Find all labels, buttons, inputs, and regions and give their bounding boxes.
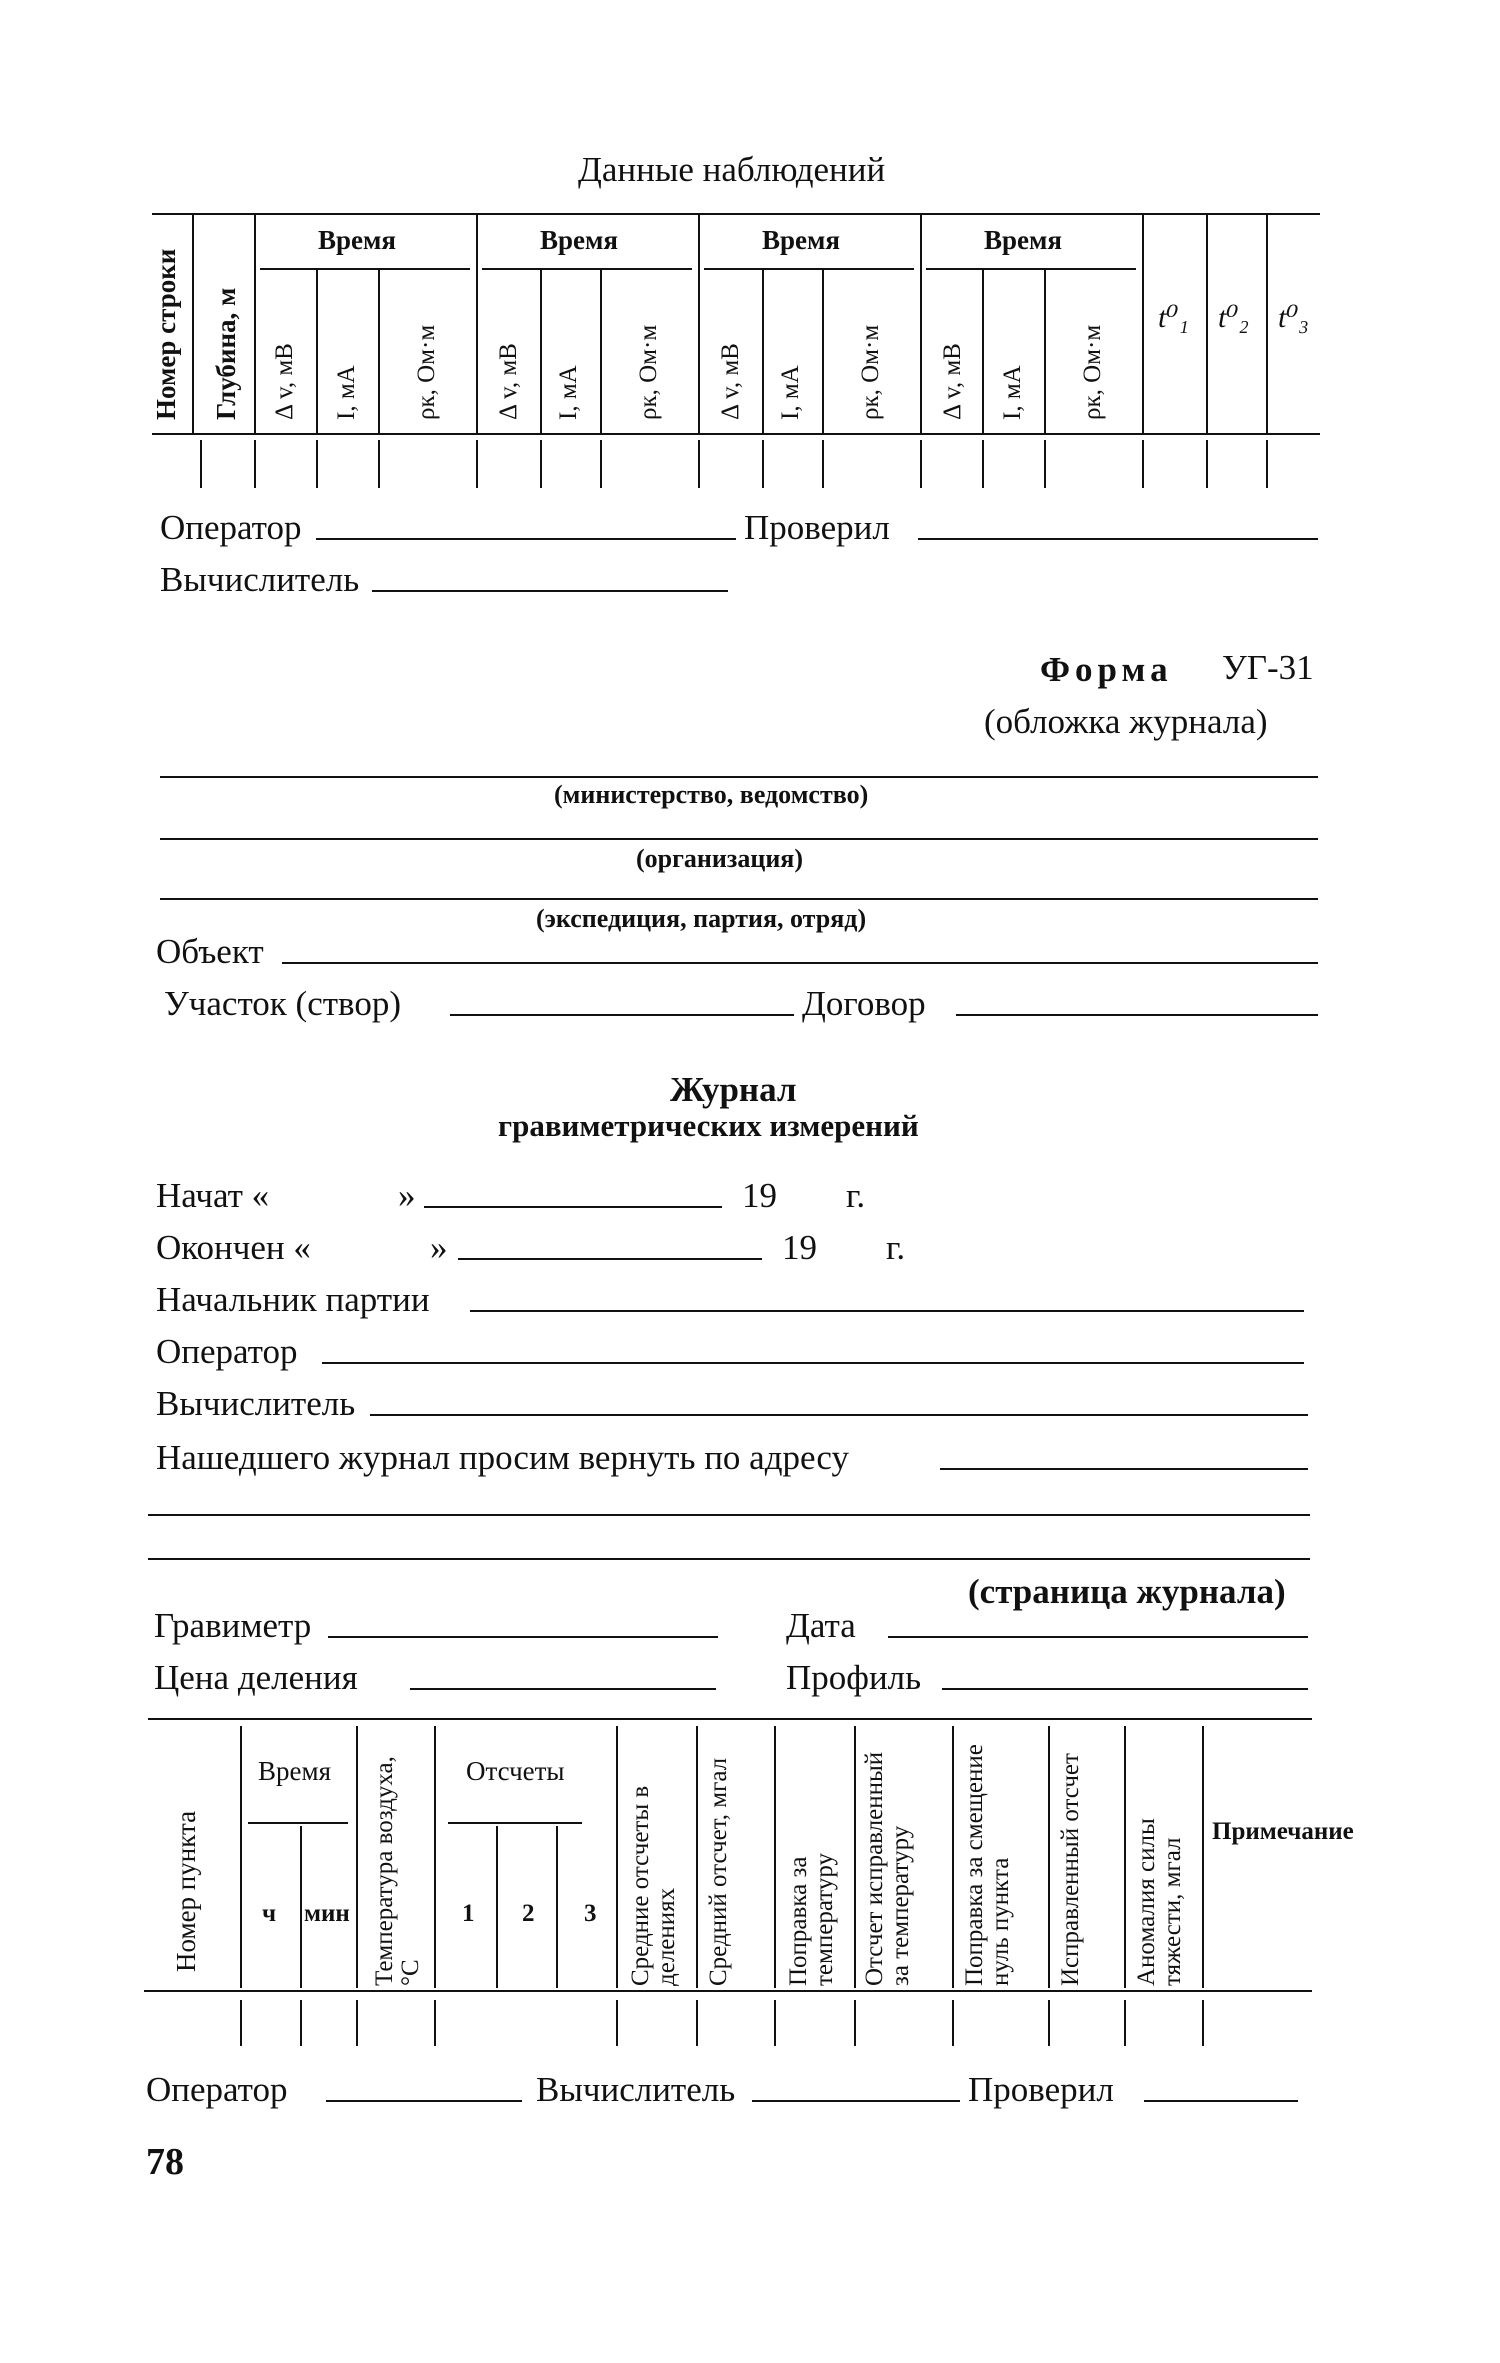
return-field[interactable] bbox=[940, 1468, 1308, 1470]
col-reading-1-header: 1 bbox=[462, 1900, 475, 1927]
col-hour-header: ч bbox=[262, 1900, 277, 1927]
t3-header: t⁰₃ bbox=[1278, 301, 1309, 334]
contract-label: Договор bbox=[802, 984, 926, 1023]
organization-caption: (организация) bbox=[636, 844, 804, 873]
journal-title: Журнал bbox=[670, 1070, 797, 1109]
obs-table-top-rule bbox=[152, 213, 1320, 215]
col-mean-text: Средний отсчет, мгал bbox=[705, 1757, 732, 1986]
obs-checked-label: Проверил bbox=[744, 508, 890, 547]
col-tcorr-header bbox=[786, 1736, 839, 1986]
time-group-4-label: Время bbox=[984, 225, 1063, 255]
i-header-3: I, мА bbox=[777, 365, 804, 420]
cover-operator-label: Оператор bbox=[156, 1332, 298, 1371]
col-point-header: Номер пункта bbox=[171, 1810, 201, 1972]
col-mean-header bbox=[706, 1736, 732, 1986]
cover-calculator-field[interactable] bbox=[370, 1414, 1308, 1416]
started-field[interactable] bbox=[424, 1206, 722, 1208]
ended-year-suffix: г. bbox=[886, 1228, 906, 1267]
ended-label: Окончен « bbox=[156, 1228, 311, 1267]
grav-table-top-rule bbox=[148, 1718, 1312, 1720]
ministry-field[interactable] bbox=[160, 776, 1318, 778]
col-tcorrected-text: Отсчет исправленный за температуру bbox=[861, 1751, 915, 1986]
col-avg-text: Средние отсчеты в делениях bbox=[627, 1785, 681, 1986]
cover-operator-field[interactable] bbox=[322, 1362, 1304, 1364]
obs-calculator-label: Вычислитель bbox=[160, 560, 360, 599]
col-anomaly-text: Аномалия силы тяжести, мгал bbox=[1133, 1818, 1187, 1986]
obs-operator-field[interactable] bbox=[316, 538, 736, 540]
expedition-caption: (экспедиция, партия, отряд) bbox=[536, 904, 867, 933]
dv-header-1: Δ v, мВ bbox=[271, 343, 298, 420]
col-fixed-text: Исправленный отсчет bbox=[1057, 1753, 1084, 1986]
obs-time-subrule-2 bbox=[482, 268, 692, 270]
col-reading-3-header: 3 bbox=[584, 1900, 597, 1927]
organization-field[interactable] bbox=[160, 838, 1318, 840]
rho-header-2: ρк, Ом·м bbox=[635, 324, 662, 420]
chief-field[interactable] bbox=[470, 1310, 1304, 1312]
col-row-number-header: Номер строки bbox=[151, 248, 181, 420]
time-group-2-label: Время bbox=[540, 225, 619, 255]
gravimeter-field[interactable] bbox=[328, 1636, 718, 1638]
ended-close-quote: » bbox=[430, 1228, 448, 1267]
dv-header-4: Δ v, мВ bbox=[939, 343, 966, 420]
date-field[interactable] bbox=[888, 1636, 1308, 1638]
col-fixed-header bbox=[1058, 1736, 1084, 1986]
time-group-1-label: Время bbox=[318, 225, 397, 255]
ended-field[interactable] bbox=[458, 1258, 762, 1260]
ministry-caption: (министерство, ведомство) bbox=[554, 780, 869, 809]
form-code: УГ-31 bbox=[1222, 648, 1314, 687]
dv-header-3: Δ v, мВ bbox=[717, 343, 744, 420]
i-header-1: I, мА bbox=[333, 365, 360, 420]
gravimeter-label: Гравиметр bbox=[154, 1606, 312, 1645]
t2-header: t⁰₂ bbox=[1218, 301, 1249, 334]
col-min-header: мин bbox=[304, 1900, 350, 1927]
page-calculator-label: Вычислитель bbox=[536, 2070, 736, 2109]
obs-operator-label: Оператор bbox=[160, 508, 302, 547]
col-zero-text: Поправка за смещение нуль пункта bbox=[961, 1744, 1015, 1986]
col-temp-header bbox=[372, 1736, 425, 1986]
rho-header-1: ρк, Ом·м bbox=[413, 324, 440, 420]
journal-subtitle: гравиметрических измерений bbox=[498, 1108, 919, 1143]
chief-label: Начальник партии bbox=[156, 1280, 430, 1319]
grav-readings-subrule bbox=[448, 1822, 582, 1824]
observations-title: Данные наблюдений bbox=[578, 150, 886, 189]
journal-page-caption: (страница журнала) bbox=[968, 1572, 1286, 1611]
section-field[interactable] bbox=[450, 1014, 794, 1016]
col-zero-header bbox=[962, 1736, 1015, 1986]
form-label: Форма bbox=[1040, 650, 1173, 689]
obs-time-subrule-1 bbox=[260, 268, 470, 270]
address-line-1[interactable] bbox=[148, 1514, 1310, 1516]
started-year: 19 bbox=[742, 1176, 777, 1215]
rho-header-3: ρк, Ом·м bbox=[857, 324, 884, 420]
expedition-field[interactable] bbox=[160, 898, 1318, 900]
contract-field[interactable] bbox=[956, 1014, 1318, 1016]
i-header-2: I, мА bbox=[555, 365, 582, 420]
t1-header: t⁰₁ bbox=[1158, 301, 1189, 334]
col-temp-text: Температура воздуха, °С bbox=[371, 1756, 425, 1986]
grav-time-subrule bbox=[248, 1822, 348, 1824]
started-close-quote: » bbox=[398, 1176, 416, 1215]
col-readings-header: Отсчеты bbox=[466, 1756, 565, 1786]
rho-header-4: ρк, Ом·м bbox=[1079, 324, 1106, 420]
col-anomaly-header bbox=[1134, 1736, 1187, 1986]
col-time-header: Время bbox=[258, 1756, 331, 1786]
profile-label: Профиль bbox=[786, 1658, 922, 1697]
i-header-4: I, мА bbox=[999, 365, 1026, 420]
return-label: Нашедшего журнал просим вернуть по адресу bbox=[156, 1438, 849, 1477]
cover-calculator-label: Вычислитель bbox=[156, 1384, 356, 1423]
division-field[interactable] bbox=[410, 1688, 716, 1690]
address-line-2[interactable] bbox=[148, 1558, 1310, 1560]
col-tcorrected-header bbox=[862, 1736, 915, 1986]
object-field[interactable] bbox=[282, 962, 1318, 964]
page-checked-field[interactable] bbox=[1144, 2100, 1298, 2102]
ended-year: 19 bbox=[782, 1228, 817, 1267]
obs-time-subrule-4 bbox=[926, 268, 1136, 270]
grav-table-header-bottom-rule bbox=[144, 1990, 1312, 1992]
obs-calculator-field[interactable] bbox=[372, 590, 728, 592]
division-label: Цена деления bbox=[154, 1658, 358, 1697]
started-label: Начат « bbox=[156, 1176, 270, 1215]
profile-field[interactable] bbox=[942, 1688, 1308, 1690]
page-number: 78 bbox=[146, 2141, 184, 2183]
obs-checked-field[interactable] bbox=[918, 538, 1318, 540]
obs-time-subrule-3 bbox=[704, 268, 914, 270]
page-operator-label: Оператор bbox=[146, 2070, 288, 2109]
col-avg-header bbox=[628, 1736, 681, 1986]
cover-subtitle: (обложка журнала) bbox=[984, 702, 1268, 741]
date-label: Дата bbox=[786, 1606, 856, 1645]
col-depth-header: Глубина, м bbox=[211, 287, 241, 420]
object-label: Объект bbox=[156, 932, 264, 971]
page-operator-field[interactable] bbox=[326, 2100, 522, 2102]
col-tcorr-text: Поправка за температуру bbox=[785, 1852, 839, 1986]
time-group-3-label: Время bbox=[762, 225, 841, 255]
page-calculator-field[interactable] bbox=[752, 2100, 960, 2102]
started-year-suffix: г. bbox=[846, 1176, 866, 1215]
obs-table-header-bottom-rule bbox=[152, 433, 1320, 435]
col-note-header: Примечание bbox=[1212, 1818, 1354, 1845]
col-reading-2-header: 2 bbox=[522, 1900, 535, 1927]
dv-header-2: Δ v, мВ bbox=[495, 343, 522, 420]
page-checked-label: Проверил bbox=[968, 2070, 1114, 2109]
section-label: Участок (створ) bbox=[164, 984, 401, 1023]
